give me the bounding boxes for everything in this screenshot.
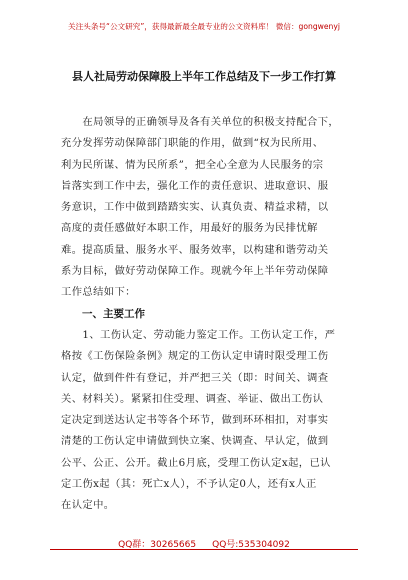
paragraph-line: 工作总结如下： (61, 286, 136, 299)
document-title: 县人社局劳动保障股上半年工作总结及下一步工作打算 (72, 70, 336, 83)
paragraph-line: 充分发挥劳动保障部门职能的作用，做到“权为民所用、 (61, 137, 324, 150)
paragraph-line: 旨落实到工作中去，强化工作的责任意识、进取意识、服 (61, 179, 329, 192)
paragraph-line: 公平、公正、公开。截止6月底，受理工伤认定x起，已认 (61, 456, 331, 469)
paragraph-line: 务意识，工作中做到踏踏实实、认真负责、精益求精，以 (61, 201, 329, 214)
header-banner (0, 0, 408, 52)
paragraph-line: 格按《工伤保险条例》规定的工伤认定申请时限受理工伤 (61, 350, 329, 363)
paragraph-line: 定决定到送达认定书等各个环节，做到环环相扣，对事实 (61, 414, 329, 427)
paragraph-line: 在局领导的正确领导及各有关单位的积极支持配合下， (61, 116, 340, 128)
paragraph-line: 关、材料关）。紧紧扣住受理、调查、举证、做出工伤认 (61, 392, 324, 405)
paragraph-line: 清楚的工伤认定申请做到快立案、快调查、早认定，做到 (61, 435, 329, 448)
paragraph-line: 系为目标，做好劳动保障工作。现就今年上半年劳动保障 (61, 265, 329, 278)
paragraph-line: 定工伤x起（其：死亡x人），不予认定0人，还有x人正 (61, 478, 317, 491)
footer-divider (50, 549, 358, 550)
paragraph-line: 1、工伤认定、劳动能力鉴定工作。工伤认定工作，严 (61, 328, 336, 341)
paragraph-line: 在认定中。 (61, 499, 115, 512)
footer-qq-group: QQ群：30265665 (118, 539, 197, 550)
section-heading: 一、主要工作 (61, 307, 145, 320)
paragraph-line: 认定，做到件件有登记，并严把三关（即：时间关、调查 (61, 371, 329, 384)
paragraph-line: 高度的责任感做好本职工作，用最好的服务为民排忧解 (61, 222, 318, 235)
document-body (61, 112, 351, 517)
footer-qq: QQ号:535304092 (212, 539, 290, 550)
footer-contact (0, 533, 408, 553)
paragraph-line: 利为民所谋、情为民所系”，把全心全意为人民服务的宗 (61, 158, 324, 171)
banner-text: 关注头条号“公文研究”，获得最新最全最专业的公文资料库！ 微信：gongwenyj (68, 21, 340, 31)
paragraph-line: 难。提高质量、服务水平、服务效率，以构建和谐劳动关 (61, 243, 329, 256)
